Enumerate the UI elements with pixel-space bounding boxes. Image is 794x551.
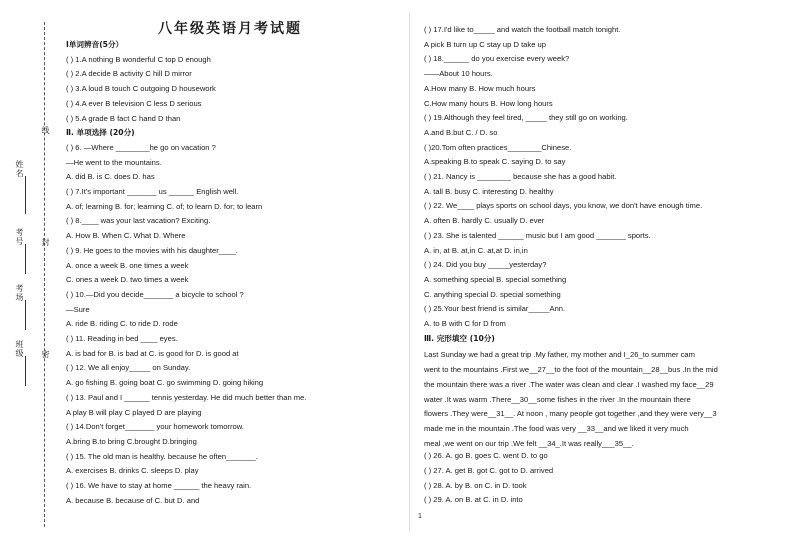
question-line: ( ) 4.A ever B television C less D serious (66, 98, 202, 108)
question-line: ( ) 9. He goes to the movies with his daughter____. (66, 245, 238, 255)
exam-number-blank (25, 244, 26, 274)
question-line: A. once a week B. one times a week (66, 260, 189, 270)
seal-char-line: 线 (41, 126, 50, 135)
cloze-passage-line: the mountain there was a river .The water was clean and clear .I washed my face__29 (424, 379, 714, 389)
question-line: ( ) 14.Don't forget_______ your homework tomorrow. (66, 422, 244, 432)
cloze-option-line: ( ) 27. A. get B. got C. got to D. arrived (424, 466, 554, 475)
question-line: ( ) 15. The old man is healthy. because he often_______. (66, 451, 258, 461)
seal-char-close: 密 (41, 350, 50, 359)
question-line: ( )20.Tom often practices________Chinese. (424, 142, 572, 152)
question-line: ( ) 17.I'd like to_____ and watch the football match tonight. (424, 25, 621, 34)
column-divider (409, 12, 410, 532)
class-label: 班级 (15, 340, 24, 358)
question-line: A. something special B. special something (424, 274, 567, 284)
question-line: ( ) 2.A decide B activity C hill D mirror (66, 69, 192, 79)
question-line: ( ) 22. We____ plays sports on school days, you know, we don't have enough time. (424, 201, 703, 211)
question-line: —Sure (66, 304, 90, 314)
question-line: ( ) 8.____ was your last vacation? Exciting. (66, 216, 211, 226)
question-line: A.and B.but C. / D. so (424, 127, 498, 137)
name-blank (25, 176, 26, 214)
question-line: A.speaking B.to speak C. saying D. to say (424, 157, 566, 167)
exam-number-label: 考号 (15, 228, 24, 246)
cloze-option-line: ( ) 26. A. go B. goes C. went D. to go (424, 451, 548, 461)
question-line: ( ) 12. We all enjoy_____ on Sunday. (66, 363, 191, 373)
page-number: 1 (418, 513, 422, 520)
exam-room-blank (25, 300, 26, 330)
question-line: A. in, at B. at,in C. at,at D. in,in (424, 245, 528, 255)
cloze-passage-line: flowers .They were__31__. At noon , many people got together ,and they were very__3 (424, 409, 717, 419)
exam-title: 八年级英语月考试题 (158, 21, 302, 37)
question-line: A. of; learning B. for; learning C. of; to learn D. for; to learn (66, 201, 263, 211)
cloze-passage-line: made me in the mountain .The food was very __33__and we liked it very much (424, 423, 689, 433)
question-line: A. because B. because of C. but D. and (66, 495, 200, 505)
cloze-passage-line: went to the mountains .First we__27__to the foot of the mountain__28__bus .In the mid (424, 365, 718, 375)
question-line: ( ) 7.It's important _______ us ______ English well. (66, 187, 239, 196)
cloze-passage-line: water .It was warm .There__30__some fishes in the river .In the mountain there (424, 394, 691, 404)
question-line: ( ) 18.______ do you exercise every week? (424, 54, 570, 64)
question-line: A. to B with C for D from (424, 319, 506, 328)
question-line: ( ) 21. Nancy is ________ because she has a good habit. (424, 172, 617, 181)
seal-dashed-line (44, 22, 45, 527)
question-line: A. tall B. busy C. interesting D. healthy (424, 186, 554, 196)
question-line: ( ) 25.Your best friend is similar_____Ann. (424, 304, 566, 314)
cloze-passage-line: meal ,we went on our trip .We felt __34_.It was really___35__. (424, 438, 634, 448)
question-line: ——About 10 hours. (424, 69, 493, 79)
seal-char-seal: 封 (41, 238, 50, 247)
question-line: A. exercises B. drinks C. sleeps D. play (66, 466, 199, 476)
question-line: C. ones a week D. two times a week (66, 275, 189, 285)
question-line: A. ride B. riding C. to ride D. rode (66, 319, 178, 329)
question-line: ( ) 13. Paul and I ______ tennis yesterday. He did much better than me. (66, 392, 307, 402)
class-blank (25, 356, 26, 386)
question-line: ( ) 3.A loud B touch C outgoing D housework (66, 84, 216, 94)
cloze-option-line: ( ) 29. A. on B. at C. in D. into (424, 495, 523, 505)
question-line: ( ) 23. She is talented ______ music but I am good _______ sports. (424, 230, 651, 240)
question-line: ( ) 10.—Did you decide_______ a bicycle to school ? (66, 289, 244, 299)
question-line: ( ) 19.Although they feel tired, _____ they still go on working. (424, 113, 628, 123)
question-line: A. go fishing B. going boat C. go swimming D. going hiking (66, 378, 264, 388)
section-heading: Ⅰ单词辨音(5分） (66, 40, 124, 49)
question-line: C. anything special D. special something (424, 289, 561, 299)
section-heading: Ⅲ. 完形填空 (10分) (424, 333, 495, 343)
cloze-option-line: ( ) 28. A. by B. on C. in D. took (424, 480, 527, 490)
question-line: ( ) 24. Did you buy _____yesterday? (424, 260, 547, 270)
section-heading: Ⅱ. 单项选择 (20分) (66, 128, 135, 138)
question-line: ( ) 16. We have to stay at home ______ the heavy rain. (66, 481, 252, 490)
question-line: A.bring B.to bring C.brought D.bringing (66, 436, 197, 446)
question-line: A. often B. hardly C. usually D. ever (424, 216, 545, 226)
question-line: ( ) 1.A nothing B wonderful C top D enough (66, 54, 211, 64)
question-line: —He went to the mountains. (66, 157, 162, 167)
question-line: A pick B turn up C stay up D take up (424, 39, 546, 49)
question-line: C.How many hours B. How long hours (424, 98, 553, 108)
question-line: A play B will play C played D are playing (66, 407, 202, 417)
question-line: A. did B. is C. does D. has (66, 172, 155, 182)
binding-margin (0, 0, 62, 551)
cloze-passage-line: Last Sunday we had a great trip .My father, my mother and I_26_to summer cam (424, 350, 695, 360)
question-line: A. How B. When C. What D. Where (66, 231, 186, 241)
question-line: ( ) 6. —Where ________he go on vacation ? (66, 142, 216, 152)
question-line: ( ) 5.A grade B fact C hand D than (66, 113, 181, 123)
question-line: A. is bad for B. is bad at C. is good for D. is good at (66, 348, 239, 358)
question-line: ( ) 11. Reading in bed ____ eyes. (66, 334, 178, 343)
question-line: A.How many B. How much hours (424, 83, 536, 93)
exam-room-label: 考场 (15, 284, 24, 302)
name-label: 姓名 (15, 160, 24, 178)
